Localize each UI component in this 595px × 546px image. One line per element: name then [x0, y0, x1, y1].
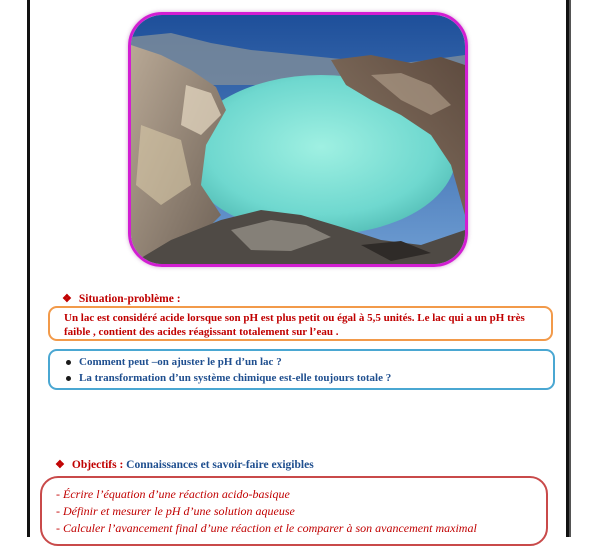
situation-heading: [62, 292, 181, 305]
objective-item: - Écrire l’équation d’une réaction acido-basique: [56, 487, 290, 501]
situation-box: [48, 306, 553, 341]
diamond-bullet-icon: ❖: [55, 459, 65, 471]
objectifs-heading: [55, 458, 314, 471]
objectifs-subtitle: Connaissances et savoir-faire exigibles: [126, 459, 314, 471]
situation-text: Un lac est considéré acide lorsque son pH est plus petit ou égal à 5,5 unités. Le lac qui a un pH très faible , contient des acides réagissant totalement sur l’eau .: [64, 312, 525, 338]
diamond-bullet-icon: ❖: [62, 293, 72, 305]
question-item: La transformation d’un système chimique est-elle toujours totale ?: [65, 370, 541, 386]
objective-item: - Définir et mesurer le pH d’une solution aqueuse: [56, 504, 295, 518]
objectifs-title: Objectifs :: [71, 459, 124, 471]
question-item: Comment peut –on ajuster le pH d’un lac ?: [65, 354, 541, 370]
situation-title: Situation-problème :: [78, 293, 181, 305]
questions-box: [48, 349, 555, 390]
objective-item: - Calculer l’avancement final d’une réaction et le comparer à son avancement maximal: [56, 521, 477, 535]
crater-lake-photo: [128, 12, 468, 267]
objectifs-box: [40, 476, 548, 546]
